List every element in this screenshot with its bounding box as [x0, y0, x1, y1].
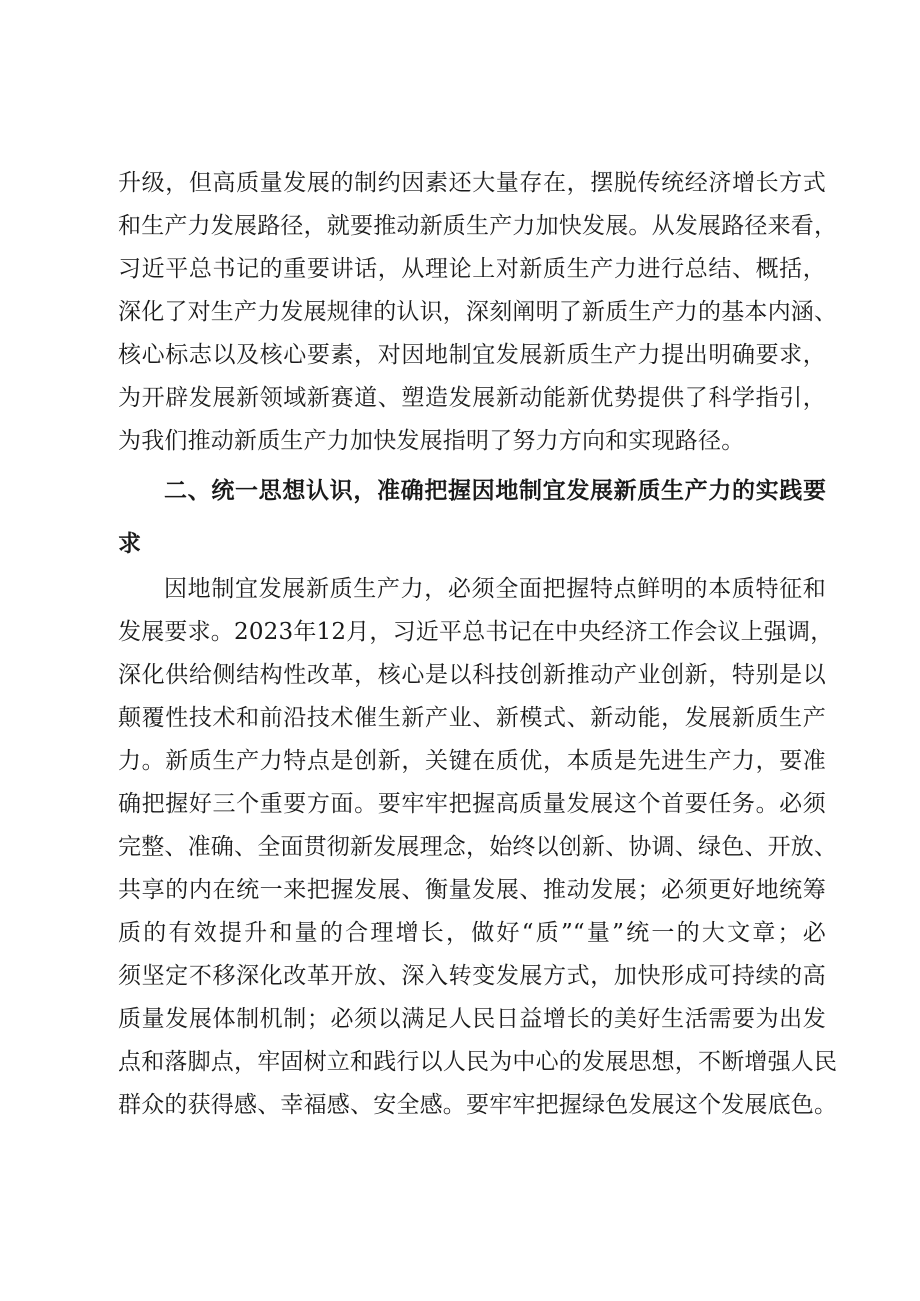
paragraph-line: 深化了对生产力发展规律的认识，深刻阐明了新质生产力的基本内涵、 [118, 299, 838, 325]
paragraph-line: 升级，但高质量发展的制约因素还大量存在，摆脱传统经济增长方式 [118, 170, 826, 196]
paragraph-line: 确把握好三个重要方面。要牢牢把握高质量发展这个首要任务。必须 [118, 791, 826, 817]
paragraph-line: 为开辟发展新领域新赛道、塑造发展新动能新优势提供了科学指引， [118, 385, 826, 411]
paragraph-line: 因地制宜发展新质生产力，必须全面把握特点鲜明的本质特征和 [164, 576, 826, 602]
paragraph-line: 为我们推动新质生产力加快发展指明了努力方向和实现路径。 [118, 428, 745, 454]
paragraph-line: 和生产力发展路径，就要推动新质生产力加快发展。从发展路径来看， [118, 213, 838, 239]
paragraph-line: 须坚定不移深化改革开放、深入转变发展方式，加快形成可持续的高 [118, 963, 826, 989]
paragraph-line: 群众的获得感、幸福感、安全感。要牢牢把握绿色发展这个发展底色。 [118, 1092, 838, 1118]
paragraph-line: 质的有效提升和量的合理增长，做好“质”“量”统一的大文章；必 [118, 920, 826, 946]
paragraph-line: 核心标志以及核心要素，对因地制宜发展新质生产力提出明确要求， [118, 342, 826, 368]
paragraph-line: 颠覆性技术和前沿技术催生新产业、新模式、新动能，发展新质生产 [118, 705, 826, 731]
body-paragraph-2 [118, 568, 838, 1127]
paragraph-line: 质量发展体制机制；必须以满足人民日益增长的美好生活需要为出发 [118, 1006, 826, 1032]
heading-line: 求 [118, 531, 141, 557]
paragraph-line: 力。新质生产力特点是创新，关键在质优，本质是先进生产力，要准 [118, 748, 826, 774]
section-heading [118, 470, 826, 566]
paragraph-line: 点和落脚点，牢固树立和践行以人民为中心的发展思想，不断增强人民 [118, 1049, 838, 1075]
paragraph-line: 共享的内在统一来把握发展、衡量发展、推动发展；必须更好地统筹 [118, 877, 826, 903]
paragraph-line: 发展要求。2023年12月，习近平总书记在中央经济工作会议上强调， [118, 619, 834, 645]
heading-line: 二、统一思想认识，准确把握因地制宜发展新质生产力的实践要 [164, 478, 826, 504]
paragraph-line: 深化供给侧结构性改革，核心是以科技创新推动产业创新，特别是以 [118, 662, 826, 688]
body-paragraph-1 [118, 162, 838, 463]
paragraph-line: 习近平总书记的重要讲话，从理论上对新质生产力进行总结、概括， [118, 256, 826, 282]
paragraph-line: 完整、准确、全面贯彻新发展理念，始终以创新、协调、绿色、开放、 [118, 834, 838, 860]
